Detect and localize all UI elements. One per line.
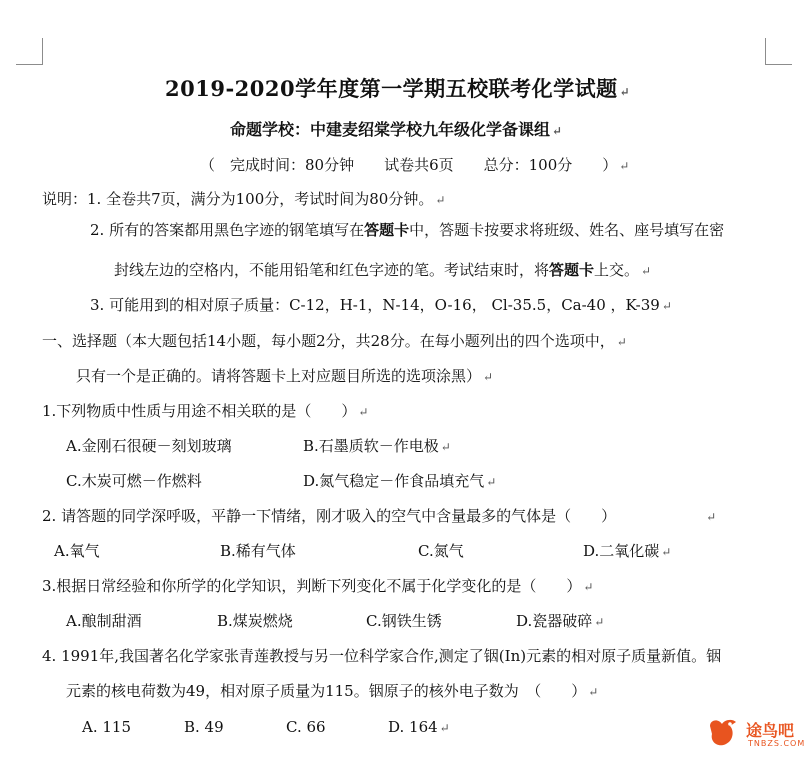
- question-4-option-a: A. 115: [82, 718, 131, 736]
- question-4-option-c: C. 66: [286, 718, 326, 736]
- question-4-stem-line-1: 4. 1991年,我国著名化学家张青莲教授与另一位科学家合作,测定了铟(In)元素的相对原子质量新值。铟: [42, 647, 722, 665]
- paragraph-mark: ↵: [619, 85, 631, 99]
- section-1-instruction: 只有一个是正确的。请将答题卡上对应题目所选的选项涂黑） ↵: [76, 367, 494, 385]
- question-1-option-c: C.木炭可燃－作燃料: [66, 472, 202, 490]
- section-1-heading: 一、选择题（本大题包括14小题，每小题2分，共28分。在每小题列出的四个选项中， ↵: [42, 332, 627, 350]
- question-3-stem: 3.根据日常经验和你所学的化学知识，判断下列变化不属于化学变化的是（ ） ↵: [42, 577, 594, 595]
- watermark-text: 途鸟吧: [746, 721, 795, 740]
- exam-info: （ 完成时间：80分钟 试卷共6页 总分：100分 ） ↵: [200, 156, 630, 174]
- note-2-line-2: 封线左边的空格内，不能用铅笔和红色字迹的笔。考试结束时，将答题卡上交。 ↵: [114, 261, 652, 279]
- question-4-option-b: B. 49: [184, 718, 224, 736]
- question-2-stem: 2. 请答题的同学深呼吸，平静一下情绪，刚才吸入的空气中含量最多的气体是（ ） ↵: [42, 507, 717, 525]
- question-3-option-d: D.瓷器破碎 ↵: [516, 612, 605, 630]
- watermark-subtext: TNBZS.COM: [748, 739, 806, 748]
- question-3-option-a: A.酿制甜酒: [66, 612, 142, 630]
- question-2-option-d: D.二氧化碳 ↵: [583, 542, 672, 560]
- exam-author: 命题学校：中建麦绍棠学校九年级化学备课组 ↵: [230, 120, 563, 139]
- question-2-option-a: A.氧气: [54, 542, 100, 560]
- question-1-option-b: B.石墨质软－作电极 ↵: [303, 437, 451, 455]
- note-3: 3. 可能用到的相对原子质量：C-12，H-1，N-14，O-16， Cl-35.5，Ca-40 ，K-39 ↵: [90, 296, 672, 314]
- note-1: 说明：1. 全卷共7页，满分为100分，考试时间为80分钟。 ↵: [42, 190, 446, 208]
- question-1-option-a: A.金刚石很硬－刻划玻璃: [66, 437, 232, 455]
- crop-mark-top-left: [16, 38, 43, 65]
- question-2-option-b: B.稀有气体: [220, 542, 296, 560]
- exam-title: 2019-2020学年度第一学期五校联考化学试题 ↵: [165, 76, 631, 101]
- question-1-stem: 1.下列物质中性质与用途不相关联的是（ ） ↵: [42, 402, 369, 420]
- question-2-option-c: C.氮气: [418, 542, 464, 560]
- question-4-option-d: D. 164 ↵: [388, 718, 450, 736]
- bird-logo-icon: [706, 716, 742, 750]
- crop-mark-top-right: [765, 38, 792, 65]
- watermark-logo: [706, 716, 806, 754]
- question-3-option-c: C.钢铁生锈: [366, 612, 442, 630]
- question-3-option-b: B.煤炭燃烧: [217, 612, 293, 630]
- note-2-line-1: 2. 所有的答案都用黑色字迹的钢笔填写在答题卡中，答题卡按要求将班级、姓名、座号填写在密: [90, 221, 725, 239]
- question-1-option-d: D.氮气稳定－作食品填充气 ↵: [303, 472, 497, 490]
- question-4-stem-line-2: 元素的核电荷数为49，相对原子质量为115。铟原子的核外电子数为 （ ） ↵: [66, 682, 599, 700]
